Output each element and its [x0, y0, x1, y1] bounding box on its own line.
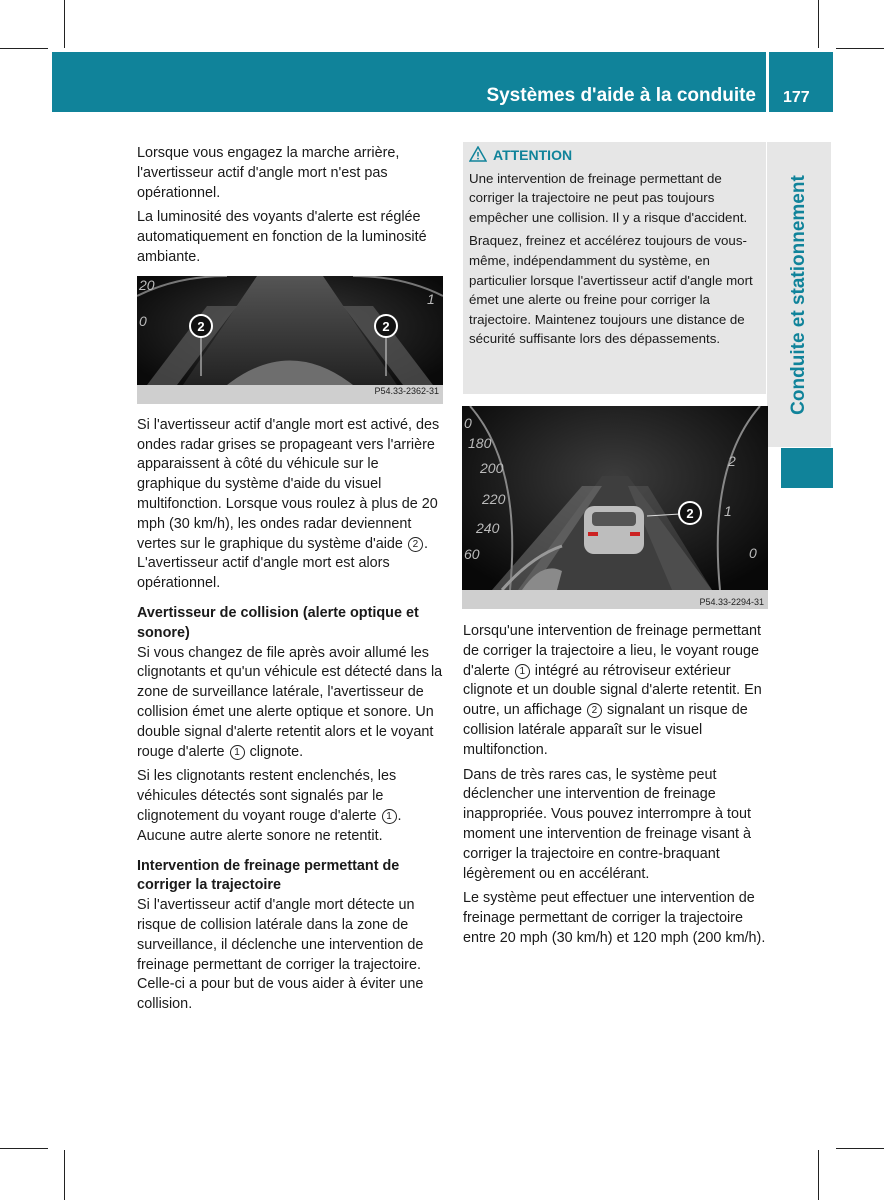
gauge-label: 20 [139, 276, 155, 293]
right-column [463, 622, 771, 954]
paragraph [137, 767, 445, 846]
callout-number: 1 [382, 809, 397, 824]
callout-2-right: 2 [382, 318, 390, 334]
chapter-side-label [767, 142, 831, 447]
left-column [137, 144, 445, 1020]
figure-caption-bar [137, 385, 443, 404]
gauge-label: 0 [139, 312, 147, 329]
page-number-box [769, 52, 833, 112]
crop-mark [0, 1148, 48, 1149]
chapter-label-text: Conduite et stationnement [788, 174, 809, 415]
text-span: Si l'avertisseur actif d'angle mort est activé, des ondes radar grises se propageant vers l'arrière apparaissent à côté du véhicule sur le graphique du système d'aide du visuel multifonction. Lorsque vous roulez à plus de 20 mph (30 km/h), les ondes radar deviennent vertes sur le graphique du système d'aide [137, 416, 440, 552]
paragraph [463, 622, 771, 761]
text-span: clignote. [249, 743, 304, 760]
paragraph: Lorsque vous engagez la marche arrière, l'avertisseur actif d'angle mort n'est pas opérationnel. [137, 145, 400, 201]
text-span: Si vous changez de file après avoir allumé les clignotants et qu'un véhicule est détecté dans la zone de surveillance latérale, l'avertisseur de collision émet une alerte optique et sonore. Un double signal d'alerte retentit alors et le voyant rouge d'alerte [137, 644, 443, 760]
paragraph: Le système peut effectuer une intervention de freinage permettant de corriger la trajectoire entre 20 mph (30 km/h) et 120 mph (200 km/h). [463, 890, 766, 946]
text-span: . Aucune autre alerte sonore ne retentit. [137, 807, 402, 844]
callout-number: 1 [515, 664, 530, 679]
paragraph: Dans de très rares cas, le système peut déclencher une intervention de freinage inappropriée. Vous pouvez interrompre à tout moment une intervention de freinage visant à corriger la trajectoire en contre-braquant légèrement ou en accélérant. [463, 766, 751, 882]
gauge-label: 0 [749, 545, 757, 561]
warning-triangle-icon [469, 146, 487, 162]
warning-heading [469, 146, 759, 166]
callout-2: 2 [686, 506, 694, 521]
crop-mark [818, 1150, 819, 1200]
warning-paragraph: Une intervention de freinage permettant de corriger la trajectoire ne peut pas toujours empêcher une collision. Il y a risque d'accident. [469, 170, 748, 225]
page-number: 177 [783, 89, 810, 106]
callout-number: 1 [230, 745, 245, 760]
gauge-label: 180 [468, 435, 492, 451]
figure-blind-spot-display [137, 276, 443, 404]
crop-mark [818, 0, 819, 48]
header-bar [52, 52, 766, 112]
gauge-label: 2 [728, 453, 736, 469]
figure-caption-bar [462, 590, 768, 609]
brake-intervention-illustration [462, 406, 768, 609]
chapter-tab-marker [781, 448, 833, 488]
gauge-label: 200 [480, 460, 504, 476]
text-span: Si les clignotants restent enclenchés, les véhicules détectés sont signalés par le clignotement du voyant rouge d'alerte [137, 768, 397, 824]
text-span: . L'avertisseur actif d'angle mort est alors opérationnel. [137, 535, 428, 592]
figure-caption: P54.33-2294-31 [699, 597, 764, 607]
text-span: intégré au rétroviseur extérieur clignote et un double signal d'alerte retentit. En outre, un affichage [463, 662, 762, 719]
paragraph [137, 416, 445, 594]
text-span: Lorsqu'une intervention de freinage permettant de corriger la trajectoire a lieu, le voyant rouge d'alerte [463, 623, 761, 679]
figure-caption: P54.33-2362-31 [374, 385, 439, 396]
callout-number: 2 [587, 703, 602, 718]
section-heading: Intervention de freinage permettant de corriger la trajectoire [137, 857, 400, 894]
section-title: Systèmes d'aide à la conduite [486, 85, 756, 106]
callout-number: 2 [408, 537, 423, 552]
crop-mark [64, 0, 65, 48]
paragraph: La luminosité des voyants d'alerte est réglée automatiquement en fonction de la luminosité ambiante. [137, 209, 427, 265]
gauge-label: 240 [476, 520, 500, 536]
crop-mark [836, 48, 884, 49]
gauge-label: 0 [464, 415, 472, 431]
crop-mark [836, 1148, 884, 1149]
crop-mark [0, 48, 48, 49]
callout-2-left: 2 [197, 318, 205, 334]
figure-brake-intervention-display [462, 406, 768, 609]
crop-mark [64, 1150, 65, 1200]
gauge-label: 60 [464, 546, 480, 562]
gauge-label: 220 [482, 491, 506, 507]
section-heading: Avertisseur de collision (alerte optique et sonore) [137, 604, 419, 641]
paragraph [137, 644, 445, 763]
warning-title: ATTENTION [493, 147, 573, 163]
gauge-label: 1 [427, 290, 435, 307]
warning-paragraph: Braquez, freinez et accélérez toujours de vous-même, indépendamment du système, en particulier lorsque l'avertisseur actif d'angle mort émet une alerte ou freine pour corriger la trajectoire. Maintenez toujours une distance de sécurité suffisante lors des dépassements. [469, 233, 753, 347]
warning-box [463, 142, 766, 394]
text-span: signalant un risque de collision latérale apparaît sur le visuel multifonction. [463, 702, 748, 758]
paragraph: Si l'avertisseur actif d'angle mort détecte un risque de collision latérale dans la zone de surveillance, il déclenche une intervention de freinage permettant de corriger la trajectoire. Celle-ci a pour but de vous aider à éviter une collision. [137, 897, 424, 1013]
gauge-label: 1 [724, 503, 732, 519]
